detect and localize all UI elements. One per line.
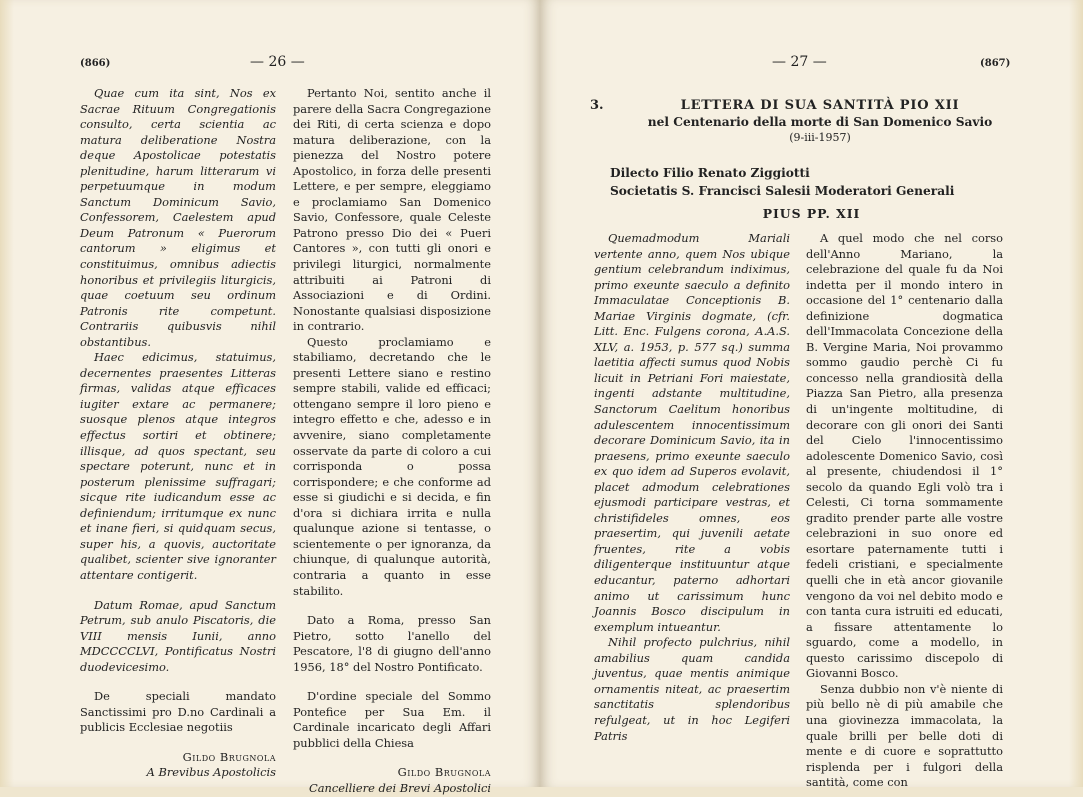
italian-paragraph: Senza dubbio non v'è niente di più bello nè di più amabile che una giovinezza immacolata, la quale brilli per belle doti di mente e di cuore e soprattutto risplenda per i fulgori della santità, come con (806, 681, 1003, 790)
letter-subtitle: nel Centenario della morte di San Domenico Savio (647, 115, 993, 129)
page-edge-shadow (0, 0, 14, 787)
right-page (540, 0, 1083, 790)
page-number-right: — 27 — (772, 54, 827, 70)
signer-name: Gildo Brugnola (182, 749, 276, 764)
letter-title-block (590, 98, 1030, 144)
latin-column-left (80, 86, 276, 781)
signer-role: Cancelliere dei Brevi Apostolici (309, 780, 491, 795)
italian-paragraph: A quel modo che nel corso dell'Anno Mariano, la celebrazione del quale fu da Noi indetta per il mondo intero in occasione del 1° centenario dalla definizione dogmatica dell'Immacolata Concezione della B. Vergine Maria, Noi provammo sommo gaudio perchè Ci fu concesso nella grandiosità della Piazza San Pietro, alla presenza di un'ingente moltitudine, di decorare con gli onori dei Santi del Cielo l'innocentissimo adolescente Domenico Savio, così al presente, chiudendosi il 1° secolo da quando Egli volò tra i Celesti, Ci torna sommamente gradito prender parte alle vostre celebrazioni in suo onore ed esortare paternamente tutti i fedeli cristiani, e specialmente quelli che in età ancor giovanile vengono da voi nel debito modo e con tanta cura istruiti ed educati, a fissare attentamente lo sguardo, come a modello, in questo carissimo discepolo di Giovanni Bosco. (806, 231, 1003, 681)
latin-paragraph: Quemadmodum Mariali vertente anno, quem Nos ubique gentium celebrandum indiximus, primo exeunte saeculo a definito Immaculatae Conceptionis B. Mariae Virginis dogmate, (cfr. Litt. Enc. Fulgens corona, A.A.S. XLV, a. 1953, p. 577 sq.) summa laetitia affecti sumus quod Nobis licuit in Petriani Fori maiestate, ingenti adstante multitudine, Sanctorum Caelitum honoribus adulescentem innocentissimum decorare Dominicum Savio, ita in praesens, primo exeunte saeculo ex quo idem ad Superos evolavit, placet admodum celebrationes ejusmodi participare vestras, et christifideles omnes, eos praesertim, qui juvenili aetate fruentes, rite a vobis diligenterque instituuntur atque educantur, paterno adhortari animo ut carissimum hunc Joannis Bosco discipulum in exemplum intueantur. (594, 231, 790, 634)
signer-name: Gildo Brugnola (397, 765, 491, 780)
latin-dating: Datum Romae, apud Sanctum Petrum, sub anulo Piscatoris, die VIII mensis Iunii, anno MDCCCCLVI, Pontificatus Nostri duodevicesimo. (80, 597, 276, 674)
italian-dating: Dato a Roma, presso San Pietro, sotto l'anello del Pescatore, l'8 di giugno dell'anno 1956, 18° del Nostro Pontificato. (293, 613, 491, 674)
letter-date: (9-iii-1957) (789, 131, 851, 144)
letter-title: LETTERA DI SUA SANTITÀ PIO XII (680, 98, 960, 113)
latin-paragraph: Nihil profecto pulchrius, nihil amabilius quam candida juventus, quae mentis animique ornamentis niteat, ac praesertim sanctitatis splendoribus refulgeat, ut in hoc Legiferi Patris (594, 635, 790, 743)
italian-paragraph: Questo proclamiamo e stabiliamo, decretando che le presenti Lettere siano e restino sempre stabili, valide ed efficaci; ottengano sempre il loro pieno e integro effetto e che, adesso e in avvenire, siano completamente osservate da parte di coloro a cui corrisponda o possa corrispondere; e che conforme ad esse si giudichi e si decida, e fin d'ora si dichiara irrita e nulla qualunque azione si tentasse, o scientemente o per ignoranza, da chiunque, di qualunque autorità, contraria a quanto in esse stabilito. (293, 334, 491, 598)
page-code-left: (866) (80, 58, 111, 69)
italian-column-left (293, 86, 491, 797)
page-code-right: (867) (980, 58, 1011, 69)
pope-heading: PIUS PP. XII (762, 206, 861, 221)
latin-paragraph: Quae cum ita sint, Nos ex Sacrae Rituum Congregationis consulto, certa scientia ac matura deliberatione Nostra deque Apostolicae potestatis plenitudine, harum litterarum vi perpetuumque in modum Sanctum Dominicum Savio, Confessorem, Caelestem apud Deum Patronum « Puerorum cantorum » eligimus et constituimus, omnibus adiectis honoribus et privilegiis liturgicis, quae coetuum seu ordinum Patronis rite competunt. Contrariis quibusvis nihil obstantibus. (80, 86, 276, 349)
italian-mandate: D'ordine speciale del Sommo Pontefice per Sua Em. il Cardinale incaricato degli Affari pubblici della Chiesa (293, 689, 491, 750)
page-edge-shadow (1069, 0, 1083, 787)
italian-column-right (806, 231, 1003, 791)
address-line: Societatis S. Francisci Salesii Moderatori Generali (610, 184, 955, 198)
left-page (0, 0, 540, 795)
latin-column-right (594, 231, 790, 744)
latin-mandate: De speciali mandato Sanctissimi pro D.no Cardinali a publicis Ecclesiae negotiis (80, 689, 276, 735)
signer-role: A Brevibus Apostolicis (146, 765, 276, 780)
latin-paragraph: Haec edicimus, statuimus, decernentes praesentes Litteras firmas, validas atque efficaces iugiter extare ac permanere; suosque plenos atque integros effectus sortiri et obtinere; illisque, ad quos spectant, seu spectare poterunt, nunc et in posterum plenissime suffragari; sicque rite iudicandum esse ac definiendum; irritumque ex nunc et inane fieri, si quidquam secus, super his, a quovis, auctoritate qualibet, scienter sive ignoranter attentare contigerit. (80, 350, 276, 582)
page-number-left: — 26 — (250, 54, 305, 70)
letter-address (610, 164, 954, 200)
italian-paragraph: Pertanto Noi, sentito anche il parere della Sacra Congregazione dei Riti, di certa scienza e dopo matura deliberazione, con la pienezza del Nostro potere Apostolico, in forza delle presenti Lettere, e per sempre, eleggiamo e proclamiamo San Domenico Savio, Confessore, quale Celeste Patrono presso Dio dei « Pueri Cantores », con tutti gli onori e privilegi liturgici, normalmente attribuiti ai Patroni di Associazioni e di Ordini. Nonostante qualsiasi disposizione in contrario. (293, 86, 491, 334)
address-line: Dilecto Filio Renato Ziggiotti (610, 166, 810, 180)
section-number: 3. (590, 98, 604, 113)
